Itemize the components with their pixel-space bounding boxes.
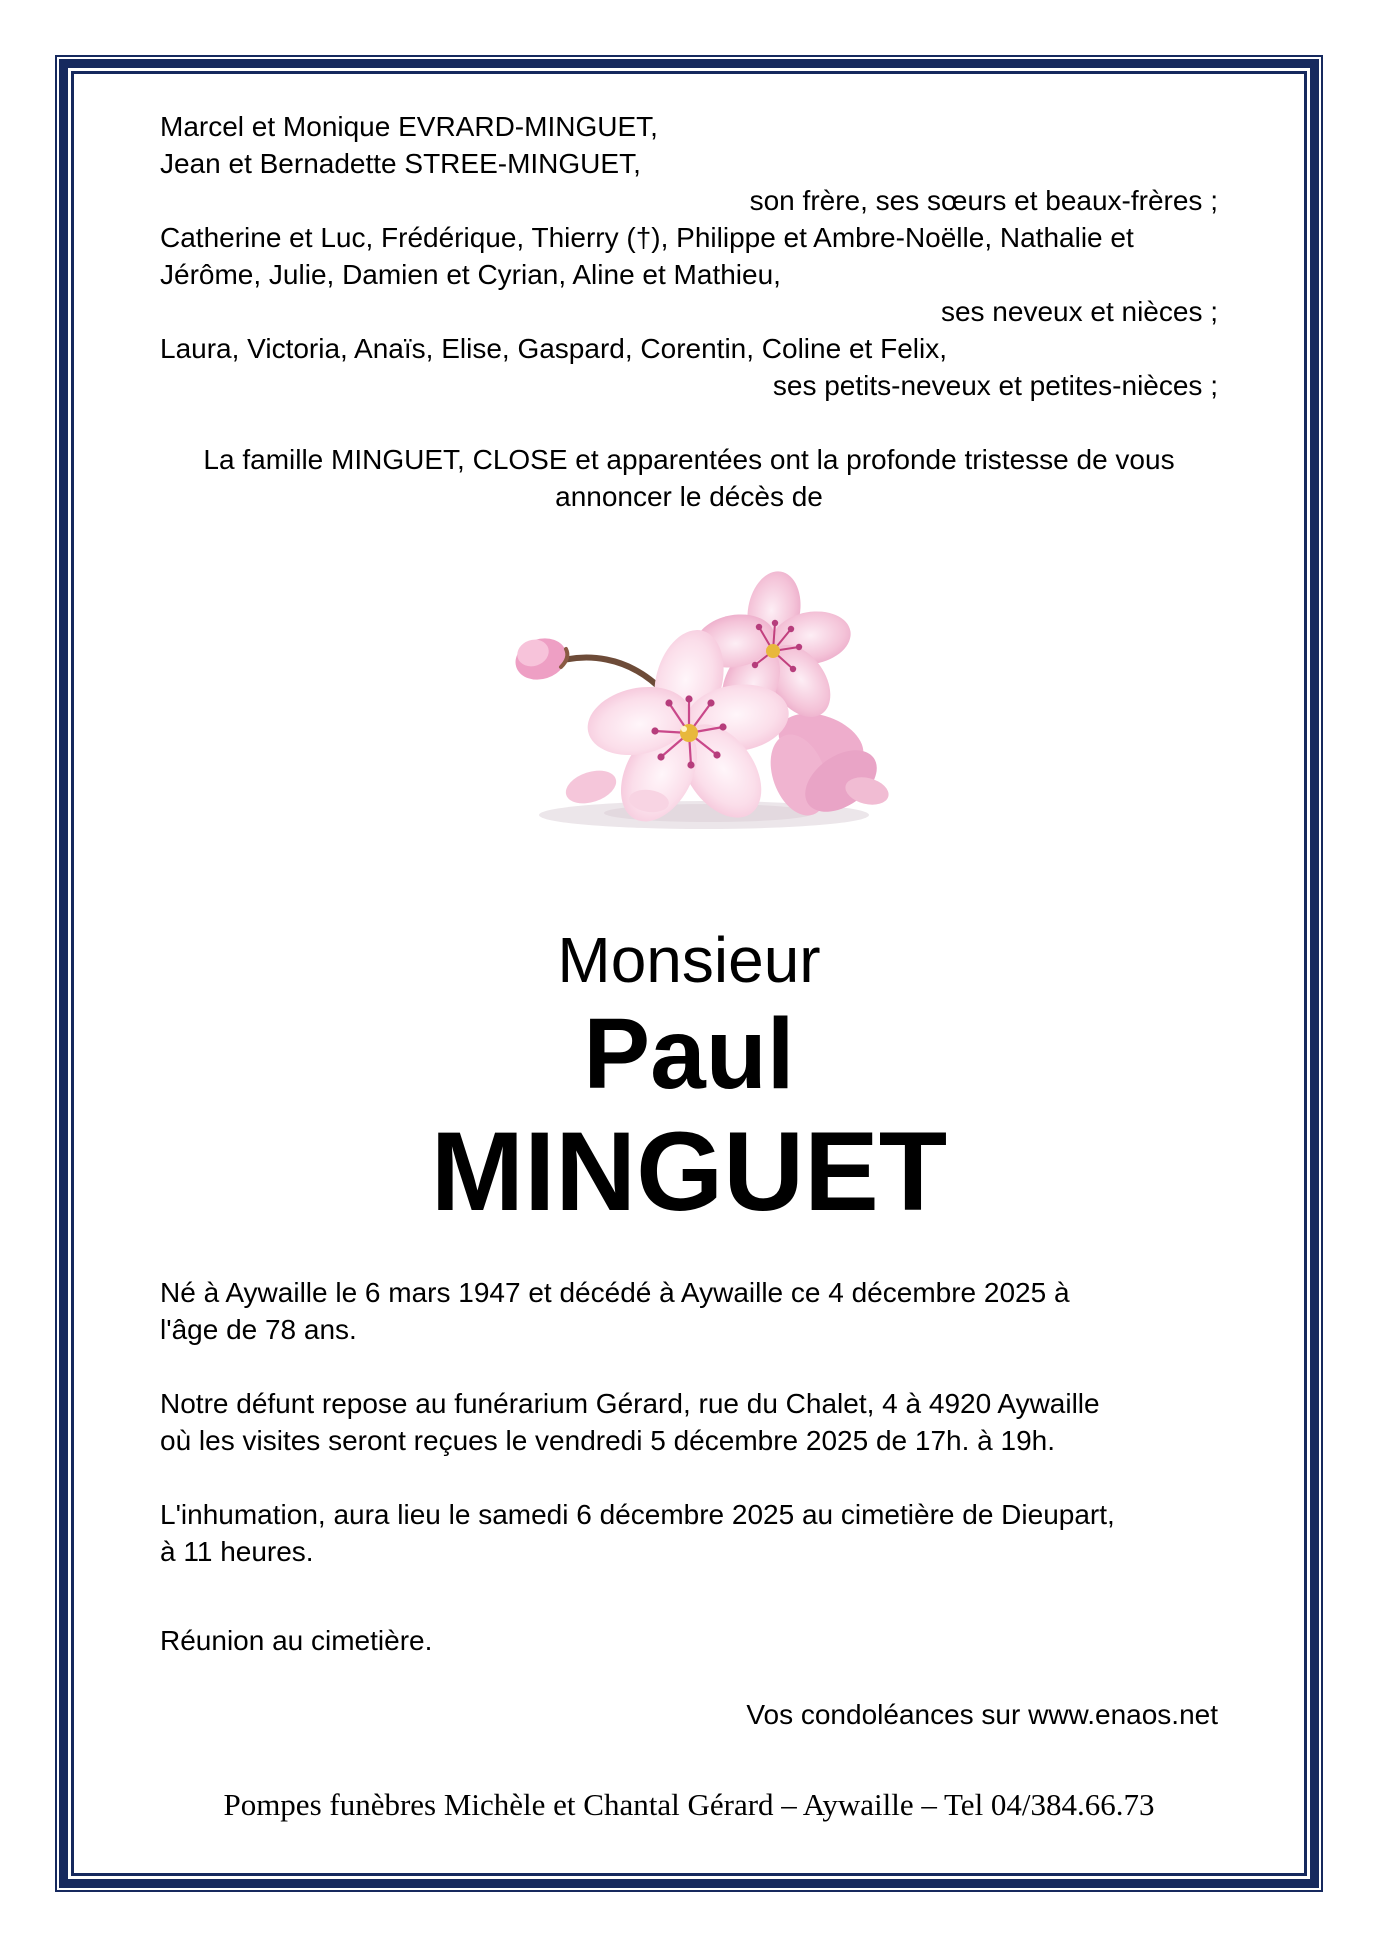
relatives-line: Marcel et Monique EVRARD-MINGUET, [160, 111, 658, 142]
relatives-line: Jérôme, Julie, Damien et Cyrian, Aline et Mathieu, [160, 259, 781, 290]
relation-label: son frère, ses sœurs et beaux-frères ; [749, 185, 1218, 216]
deceased-title: Monsieur [557, 924, 821, 996]
visitation-paragraph [160, 1385, 1218, 1459]
deceased-last-name: MINGUET [430, 1109, 948, 1234]
relatives-block [160, 108, 1218, 404]
paragraph-line: à 11 heures. [160, 1536, 314, 1567]
paragraph-line: Né à Aywaille le 6 mars 1947 et décédé à Aywaille ce 4 décembre 2025 à [160, 1277, 1070, 1308]
announcement-intro [160, 441, 1218, 515]
relation-label: ses neveux et nièces ; [940, 296, 1218, 327]
paragraph-line: Notre défunt repose au funérarium Gérard, rue du Chalet, 4 à 4920 Aywaille [160, 1388, 1100, 1419]
burial-paragraph [160, 1496, 1218, 1570]
paragraph-line: Réunion au cimetière. [160, 1625, 433, 1656]
deceased-first-name: Paul [583, 998, 795, 1110]
page-border [55, 55, 1323, 1892]
reunion-paragraph [160, 1622, 1218, 1659]
birth-death-paragraph [160, 1274, 1218, 1348]
funeral-home-footer: Pompes funèbres Michèle et Chantal Gérard – Aywaille – Tel 04/384.66.73 [223, 1787, 1155, 1822]
relation-label: ses petits-neveux et petites-nièces ; [772, 370, 1218, 401]
cherry-blossom-image [469, 543, 909, 838]
intro-line: annoncer le décès de [555, 481, 823, 512]
announcement-content [74, 74, 1304, 1825]
intro-line: La famille MINGUET, CLOSE et apparentées ont la profonde tristesse de vous [203, 444, 1175, 475]
condolences-note: Vos condoléances sur www.enaos.net [746, 1699, 1218, 1730]
paragraph-line: L'inhumation, aura lieu le samedi 6 décembre 2025 au cimetière de Dieupart, [160, 1499, 1115, 1530]
relatives-line: Jean et Bernadette STREE-MINGUET, [160, 148, 641, 179]
paragraph-line: l'âge de 78 ans. [160, 1314, 357, 1345]
relatives-line: Catherine et Luc, Frédérique, Thierry (†), Philippe et Ambre-Noëlle, Nathalie et [160, 222, 1134, 253]
paragraph-line: où les visites seront reçues le vendredi 5 décembre 2025 de 17h. à 19h. [160, 1425, 1056, 1456]
page-border-inner [71, 71, 1307, 1876]
relatives-line: Laura, Victoria, Anaïs, Elise, Gaspard, Corentin, Coline et Felix, [160, 333, 947, 364]
page-border-mid [59, 59, 1319, 1888]
